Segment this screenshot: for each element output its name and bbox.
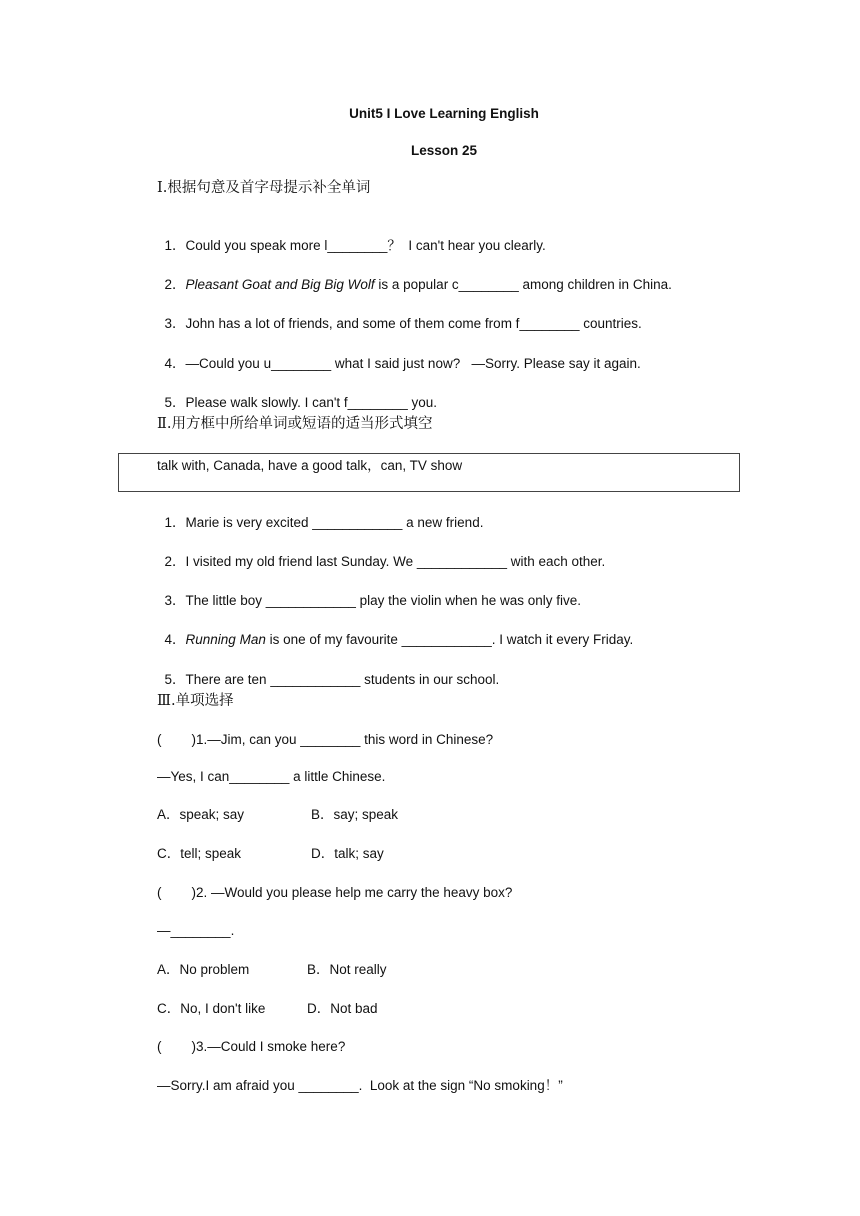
q1-answer-line: —Yes, I can________ a little Chinese. xyxy=(157,769,386,784)
q2-options-row-2 xyxy=(0,1000,860,1054)
word-bank-box xyxy=(118,453,740,492)
part1-item-2: 2．Pleasant Goat and Big Big Wolf is a popular c________ among children in China. xyxy=(164,277,672,292)
q2-option-b: B．Not really xyxy=(307,962,387,977)
word-bank-text: talk with, Canada, have a good talk，can, TV show xyxy=(157,458,463,473)
part1-item-4: 4．—Could you u________ what I said just now? —Sorry. Please say it again. xyxy=(164,356,641,371)
q2-option-a: A．No problem xyxy=(157,962,250,977)
part1-item-1: 1．Could you speak more l________？ I can't hear you clearly. xyxy=(164,238,546,253)
q2-answer-line: —________. xyxy=(157,923,235,938)
part2-heading: Ⅱ.用方框中所给单词或短语的适当形式填空 xyxy=(157,416,433,432)
part1-item-3: 3．John has a lot of friends, and some of them come from f________ countries. xyxy=(164,316,642,331)
q2-option-d: D．Not bad xyxy=(307,1001,378,1016)
q3-stem: ( )3.—Could I smoke here? xyxy=(157,1039,346,1054)
q1-stem: ( )1.—Jim, can you ________ this word in Chinese? xyxy=(157,732,494,747)
q1-option-b: B．say; speak xyxy=(311,807,399,822)
worksheet-title: Unit5 I Love Learning English xyxy=(349,106,539,121)
part2-item-4: 4．Running Man is one of my favourite ____________. I watch it every Friday. xyxy=(164,632,634,647)
q2-stem: ( )2. —Would you please help me carry the heavy box? xyxy=(157,885,513,900)
q1-option-d: D．talk; say xyxy=(311,846,384,861)
part2-item-2: 2．I visited my old friend last Sunday. We ____________ with each other. xyxy=(164,554,606,569)
part1-item-5: 5．Please walk slowly. I can't f________ you. xyxy=(164,395,437,410)
part3-heading: Ⅲ.单项选择 xyxy=(157,693,234,709)
part2-item-3: 3．The little boy ____________ play the violin when he was only five. xyxy=(164,593,582,608)
q1-option-c: C．tell; speak xyxy=(157,846,242,861)
q1-option-a: A．speak; say xyxy=(157,807,245,822)
lesson-subtitle: Lesson 25 xyxy=(410,143,478,158)
part2-item-5: 5．There are ten ____________ students in our school. xyxy=(164,672,500,687)
part2-item-1: 1．Marie is very excited ____________ a new friend. xyxy=(164,515,484,530)
q3-answer-line: —Sorry.I am afraid you ________. Look at the sign “No smoking！” xyxy=(157,1078,563,1093)
q2-option-c: C．No, I don't like xyxy=(157,1001,266,1016)
part1-heading: Ⅰ.根据句意及首字母提示补全单词 xyxy=(157,180,371,196)
